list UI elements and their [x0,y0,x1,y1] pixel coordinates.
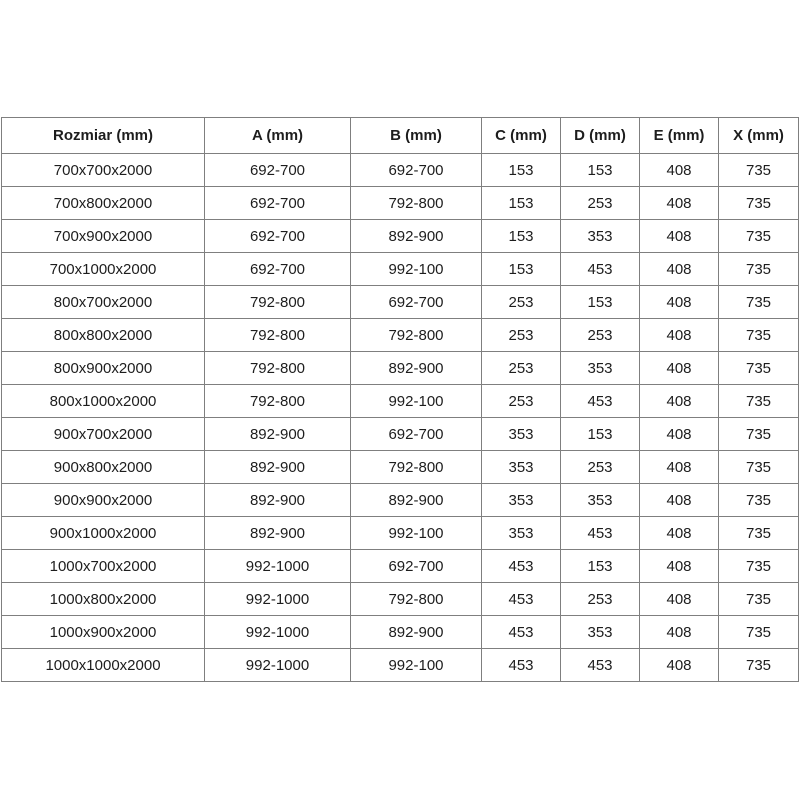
table-cell: 792-800 [205,319,351,352]
table-cell: 992-100 [351,517,482,550]
table-cell: 408 [640,418,719,451]
size-table-header [2,118,799,154]
table-cell: 408 [640,319,719,352]
table-row [2,517,799,550]
table-cell: 253 [561,451,640,484]
table-cell: 153 [482,253,561,286]
table-cell: 900x700x2000 [2,418,205,451]
table-cell: 353 [482,451,561,484]
table-cell: 353 [482,517,561,550]
column-header: D (mm) [561,118,640,154]
table-cell: 735 [719,616,799,649]
table-cell: 408 [640,154,719,187]
table-cell: 735 [719,484,799,517]
table-cell: 1000x800x2000 [2,583,205,616]
table-cell: 735 [719,187,799,220]
table-cell: 408 [640,286,719,319]
table-row [2,220,799,253]
table-cell: 408 [640,484,719,517]
table-cell: 408 [640,253,719,286]
table-cell: 408 [640,649,719,682]
table-cell: 892-900 [351,616,482,649]
table-cell: 735 [719,517,799,550]
table-cell: 892-900 [205,451,351,484]
column-header: X (mm) [719,118,799,154]
table-cell: 353 [561,484,640,517]
table-cell: 792-800 [351,319,482,352]
table-cell: 800x900x2000 [2,352,205,385]
table-cell: 735 [719,319,799,352]
table-cell: 735 [719,550,799,583]
table-cell: 1000x900x2000 [2,616,205,649]
table-cell: 353 [561,220,640,253]
table-cell: 992-100 [351,385,482,418]
table-cell: 992-1000 [205,583,351,616]
table-cell: 800x1000x2000 [2,385,205,418]
table-cell: 735 [719,286,799,319]
table-row [2,616,799,649]
table-cell: 700x900x2000 [2,220,205,253]
column-header: E (mm) [640,118,719,154]
table-cell: 692-700 [351,550,482,583]
table-cell: 253 [482,319,561,352]
table-cell: 735 [719,418,799,451]
table-cell: 253 [561,187,640,220]
column-header: Rozmiar (mm) [2,118,205,154]
table-cell: 153 [561,286,640,319]
table-cell: 408 [640,517,719,550]
table-cell: 735 [719,154,799,187]
table-cell: 792-800 [351,583,482,616]
table-cell: 453 [561,385,640,418]
table-cell: 700x1000x2000 [2,253,205,286]
table-cell: 892-900 [205,418,351,451]
table-cell: 992-1000 [205,550,351,583]
table-row [2,484,799,517]
table-cell: 800x800x2000 [2,319,205,352]
column-header: A (mm) [205,118,351,154]
table-row [2,583,799,616]
table-cell: 153 [482,187,561,220]
table-row [2,286,799,319]
table-cell: 453 [482,616,561,649]
table-cell: 153 [561,418,640,451]
table-cell: 353 [561,352,640,385]
table-cell: 692-700 [351,154,482,187]
table-cell: 735 [719,253,799,286]
table-cell: 453 [482,550,561,583]
table-row [2,649,799,682]
table-cell: 153 [561,154,640,187]
table-cell: 992-1000 [205,649,351,682]
table-cell: 900x800x2000 [2,451,205,484]
table-cell: 792-800 [205,286,351,319]
table-cell: 153 [561,550,640,583]
table-cell: 692-700 [205,220,351,253]
table-cell: 1000x700x2000 [2,550,205,583]
table-cell: 692-700 [351,418,482,451]
table-cell: 253 [482,385,561,418]
table-cell: 892-900 [205,484,351,517]
table-cell: 735 [719,352,799,385]
table-cell: 735 [719,220,799,253]
table-row [2,385,799,418]
table-row [2,352,799,385]
table-cell: 992-1000 [205,616,351,649]
table-cell: 800x700x2000 [2,286,205,319]
table-cell: 992-100 [351,253,482,286]
table-cell: 253 [561,319,640,352]
table-cell: 153 [482,220,561,253]
table-cell: 992-100 [351,649,482,682]
table-cell: 408 [640,220,719,253]
table-cell: 900x1000x2000 [2,517,205,550]
column-header: C (mm) [482,118,561,154]
table-cell: 1000x1000x2000 [2,649,205,682]
table-cell: 153 [482,154,561,187]
table-cell: 735 [719,583,799,616]
table-cell: 692-700 [351,286,482,319]
table-cell: 253 [482,352,561,385]
table-cell: 892-900 [351,352,482,385]
table-cell: 900x900x2000 [2,484,205,517]
table-cell: 408 [640,385,719,418]
table-cell: 253 [482,286,561,319]
table-cell: 408 [640,451,719,484]
table-cell: 408 [640,352,719,385]
table-cell: 892-900 [205,517,351,550]
table-row [2,451,799,484]
table-cell: 353 [482,418,561,451]
table-cell: 408 [640,187,719,220]
table-cell: 692-700 [205,187,351,220]
table-cell: 453 [482,583,561,616]
header-row [2,118,799,154]
table-cell: 792-800 [205,385,351,418]
table-cell: 700x800x2000 [2,187,205,220]
size-table-body [2,154,799,682]
table-cell: 692-700 [205,253,351,286]
table-cell: 735 [719,649,799,682]
table-cell: 353 [482,484,561,517]
table-row [2,187,799,220]
table-cell: 735 [719,451,799,484]
table-cell: 453 [561,253,640,286]
table-cell: 408 [640,583,719,616]
table-cell: 453 [561,649,640,682]
table-cell: 892-900 [351,220,482,253]
table-cell: 253 [561,583,640,616]
table-cell: 792-800 [351,187,482,220]
table-cell: 408 [640,616,719,649]
table-cell: 692-700 [205,154,351,187]
table-cell: 792-800 [351,451,482,484]
table-row [2,550,799,583]
table-row [2,253,799,286]
table-cell: 453 [561,517,640,550]
size-table [1,117,799,682]
table-cell: 408 [640,550,719,583]
table-row [2,154,799,187]
table-row [2,418,799,451]
column-header: B (mm) [351,118,482,154]
table-cell: 700x700x2000 [2,154,205,187]
table-cell: 892-900 [351,484,482,517]
table-cell: 453 [482,649,561,682]
table-cell: 792-800 [205,352,351,385]
table-cell: 735 [719,385,799,418]
table-cell: 353 [561,616,640,649]
table-row [2,319,799,352]
